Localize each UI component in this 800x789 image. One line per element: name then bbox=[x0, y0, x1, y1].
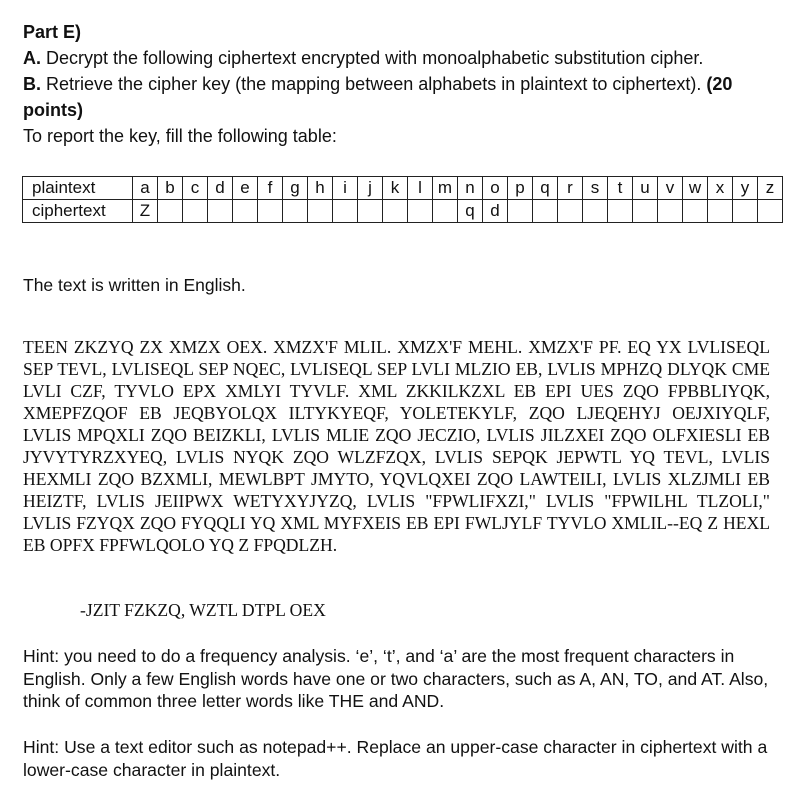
table-intro: To report the key, fill the following table: bbox=[23, 126, 337, 146]
ciphertext-cell[interactable] bbox=[658, 200, 683, 223]
ciphertext-cell[interactable] bbox=[558, 200, 583, 223]
ciphertext-cell[interactable] bbox=[508, 200, 533, 223]
ciphertext-cell[interactable] bbox=[433, 200, 458, 223]
ciphertext-cell[interactable]: d bbox=[483, 200, 508, 223]
plaintext-cell: u bbox=[633, 177, 658, 200]
assignment-header bbox=[23, 19, 778, 149]
plaintext-cell: x bbox=[708, 177, 733, 200]
ciphertext-cell[interactable] bbox=[183, 200, 208, 223]
cipher-key-table bbox=[22, 176, 783, 223]
part-title: Part E) bbox=[23, 22, 82, 42]
plaintext-cell: j bbox=[358, 177, 383, 200]
plaintext-cell: k bbox=[383, 177, 408, 200]
plaintext-cell: a bbox=[133, 177, 158, 200]
plaintext-cell: w bbox=[683, 177, 708, 200]
ciphertext-cell[interactable] bbox=[358, 200, 383, 223]
plaintext-cell: z bbox=[758, 177, 783, 200]
ciphertext-cell[interactable] bbox=[708, 200, 733, 223]
ciphertext-cell[interactable] bbox=[408, 200, 433, 223]
task-b-label: B. bbox=[23, 74, 41, 94]
ciphertext-cell[interactable] bbox=[258, 200, 283, 223]
ciphertext-cell[interactable] bbox=[533, 200, 558, 223]
ciphertext-cell[interactable] bbox=[383, 200, 408, 223]
plaintext-cell: i bbox=[333, 177, 358, 200]
task-a-text: Decrypt the following ciphertext encrypted with monoalphabetic substitution cipher. bbox=[46, 48, 704, 68]
task-a-label: A. bbox=[23, 48, 41, 68]
ciphertext-cell[interactable] bbox=[233, 200, 258, 223]
ciphertext-cell[interactable]: Z bbox=[133, 200, 158, 223]
language-note: The text is written in English. bbox=[23, 275, 246, 295]
ciphertext-cell[interactable] bbox=[608, 200, 633, 223]
plaintext-cell: e bbox=[233, 177, 258, 200]
task-b-points: (20 points) bbox=[23, 74, 733, 120]
plaintext-cell: b bbox=[158, 177, 183, 200]
task-b bbox=[23, 71, 778, 123]
plaintext-cell: f bbox=[258, 177, 283, 200]
plaintext-cell: l bbox=[408, 177, 433, 200]
plaintext-cell: h bbox=[308, 177, 333, 200]
plaintext-cell: o bbox=[483, 177, 508, 200]
plaintext-cell: d bbox=[208, 177, 233, 200]
plaintext-cell: m bbox=[433, 177, 458, 200]
plaintext-cell: v bbox=[658, 177, 683, 200]
plaintext-cell: s bbox=[583, 177, 608, 200]
ciphertext-cell[interactable] bbox=[308, 200, 333, 223]
plaintext-cell: t bbox=[608, 177, 633, 200]
plaintext-row-label: plaintext bbox=[23, 177, 133, 200]
ciphertext-cell[interactable] bbox=[283, 200, 308, 223]
cipher-signature: -JZIT FZKZQ, WZTL DTPL OEX bbox=[80, 600, 326, 620]
ciphertext-cell[interactable] bbox=[683, 200, 708, 223]
ciphertext-cell[interactable] bbox=[733, 200, 758, 223]
ciphertext-cell[interactable] bbox=[158, 200, 183, 223]
plaintext-cell: r bbox=[558, 177, 583, 200]
ciphertext-row-label: ciphertext bbox=[23, 200, 133, 223]
ciphertext-cell[interactable] bbox=[583, 200, 608, 223]
plaintext-row bbox=[23, 177, 783, 200]
plaintext-cell: p bbox=[508, 177, 533, 200]
task-a bbox=[23, 45, 778, 71]
ciphertext-cell[interactable] bbox=[633, 200, 658, 223]
ciphertext-cell[interactable] bbox=[208, 200, 233, 223]
hint-editor: Hint: Use a text editor such as notepad++. Replace an upper-case character in ciphertext with a lower-case character in plaintext. bbox=[23, 737, 768, 780]
plaintext-cell: y bbox=[733, 177, 758, 200]
hint-frequency: Hint: you need to do a frequency analysis. ‘e’, ‘t’, and ‘a’ are the most frequent characters in English. Only a few English words have one or two characters, such as A, AN, TO, and AT. Also, think of common three letter words like THE and AND. bbox=[23, 646, 769, 711]
ciphertext-cell[interactable] bbox=[333, 200, 358, 223]
ciphertext-row bbox=[23, 200, 783, 223]
ciphertext-cell[interactable] bbox=[758, 200, 783, 223]
plaintext-cell: g bbox=[283, 177, 308, 200]
plaintext-cell: c bbox=[183, 177, 208, 200]
plaintext-cell: n bbox=[458, 177, 483, 200]
ciphertext-block: TEEN ZKZYQ ZX XMZX OEX. XMZX'F MLIL. XMZX'F MEHL. XMZX'F PF. EQ YX LVLISEQL SEP TEVL, LVLISEQL SEP NQEC, LVLISEQL SEP LVLI MLZIO EB, LVLIS MPHZQ DLYQK CME LVLI CZF, TYVLO EPX XMLYI TYVLF. XML ZKKILKZXL EB EPI UES ZQO FPBBLIYQK, XMEPFZQOF EB JEQBYOLQX ILTYKYEQF, YOLETEKYLF, ZQO LJEQEHYJ OEJXIYQLF, LVLIS MPQXLI ZQO BEIZKLI, LVLIS MLIE ZQO JECZIO, LVLIS JILZXEI ZQO OLFXIESLI EB JYVYTYRZXYEQ, LVLIS NYQK ZQO WLZFZQX, LVLIS SEPQK JEPWTL YQ TEVL, LVLIS HEXMLI ZQO BZXMLI, MEWLBPT JMYTO, YQVLQXEI ZQO LAWTEILI, LVLIS XLZJMLI EB HEIZTF, LVLIS JEIIPWX WETYXYJYZQ, LVLIS "FPWLIFXZI," LVLIS "FPWILHL TLZOLI," LVLIS FZYQX ZQO FYQQLI YQ XML MYFXEIS EB EPI FWLJYLF TYVLO XMLIL--EQ Z HEXL EB OPFX FPFWLQOLO YQ Z FPQDLZH. bbox=[23, 337, 770, 555]
ciphertext-cell[interactable]: q bbox=[458, 200, 483, 223]
plaintext-cell: q bbox=[533, 177, 558, 200]
task-b-text: Retrieve the cipher key (the mapping between alphabets in plaintext to ciphertext). bbox=[46, 74, 702, 94]
